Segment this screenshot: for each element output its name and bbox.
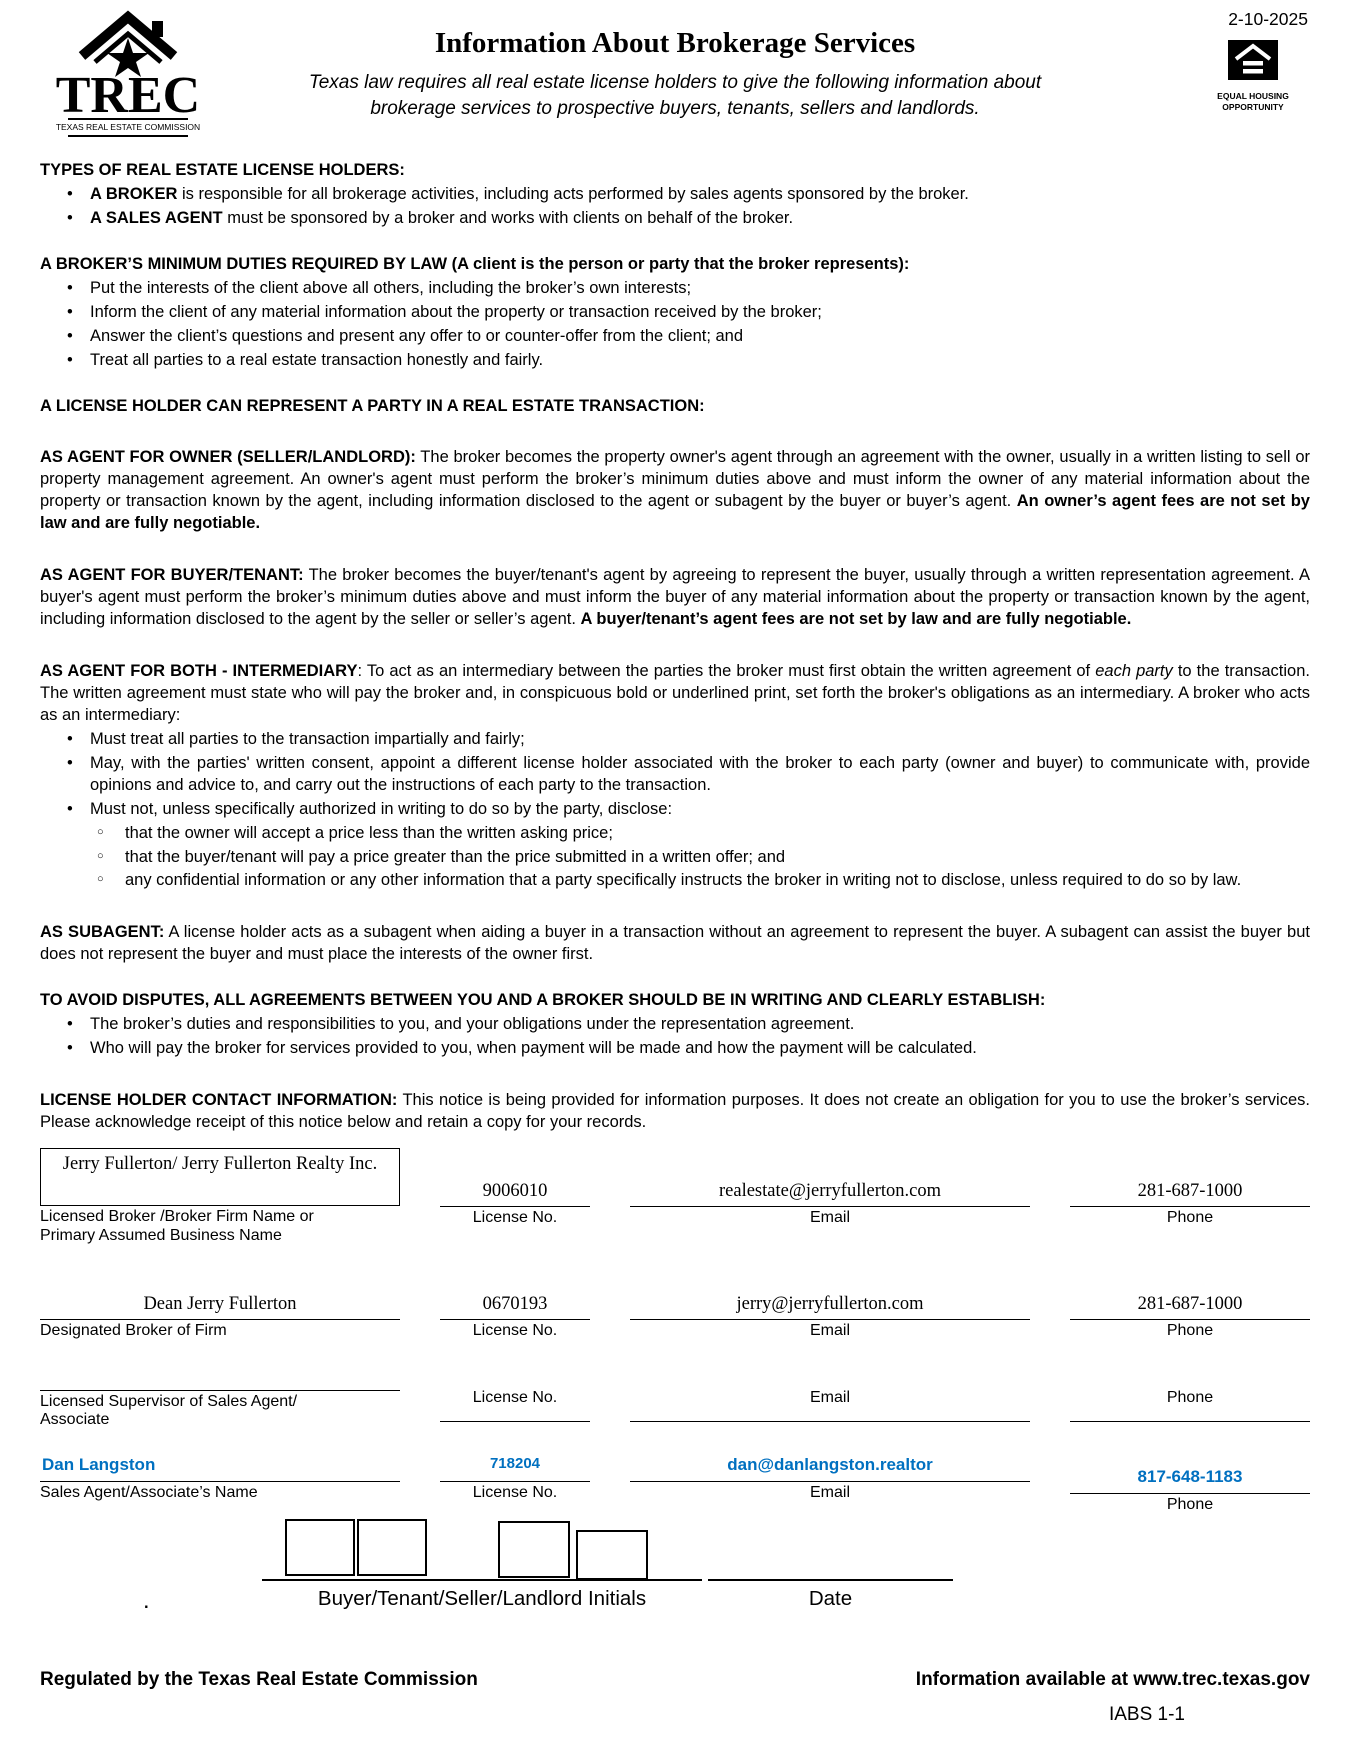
- designated-license-field[interactable]: 0670193: [440, 1292, 590, 1320]
- designated-broker-cell: [40, 1292, 400, 1341]
- initials-box-1[interactable]: [285, 1519, 355, 1576]
- sales-agent-cell: [40, 1454, 400, 1503]
- paragraph-subagent: [40, 922, 1310, 966]
- email-label: Email: [809, 1484, 850, 1502]
- sales-agent-label: Sales Agent/Associate’s Name: [40, 1484, 258, 1502]
- duties-list: [40, 278, 1310, 372]
- initials-box-4[interactable]: [576, 1530, 648, 1580]
- list-item: [40, 184, 1310, 206]
- paragraph-contact-info: [40, 1090, 1310, 1134]
- trec-logo: [48, 8, 208, 147]
- license-label: License No.: [472, 1208, 558, 1226]
- supervisor-license-cell: [440, 1387, 590, 1423]
- form-id: IABS 1-1: [1108, 1704, 1185, 1726]
- equal-housing-caption-line1: EQUAL HOUSING: [1217, 90, 1289, 101]
- phone-label: Phone: [1166, 1321, 1214, 1339]
- section-disputes: [40, 990, 1310, 1060]
- email-label: Email: [809, 1388, 850, 1406]
- trec-acronym: TREC: [55, 67, 201, 124]
- sub-list-item: ○ any confidential information or any other information that a party specifically instructs the broker in writing not to disclose, unless required to do so by law.: [40, 870, 1310, 892]
- list-item: • Answer the client’s questions and present any offer to or counter-offer from the client; and: [40, 326, 1310, 348]
- sales-agent-phone-field[interactable]: 817-648-1183: [1070, 1466, 1310, 1494]
- sales-agent-phone-cell: [1070, 1466, 1310, 1515]
- broker-email-cell: [630, 1148, 1030, 1228]
- license-label: License No.: [472, 1484, 558, 1502]
- list-item: • Inform the client of any material information about the property or transaction received by the broker;: [40, 302, 1310, 324]
- supervisor-license-field[interactable]: [440, 1420, 590, 1422]
- designated-phone-field[interactable]: 281-687-1000: [1070, 1292, 1310, 1320]
- license-label: License No.: [472, 1321, 558, 1339]
- section-lead: AS SUBAGENT:: [40, 923, 165, 942]
- supervisor-cell: [40, 1387, 400, 1431]
- broker-firm-name-field[interactable]: [40, 1148, 400, 1206]
- list-item: • May, with the parties' written consent, appoint a different license holder associated with the broker to each party (owner and buyer) to communicate with, provide opinions and advice to, and carry out the instructions of each party to the transaction.: [40, 753, 1310, 797]
- section-body: to the transaction. The written agreement must state who will pay the broker and, in conspicuous bold or underlined print, set forth the broker's obligations as an intermediary. A broker who acts as an intermediary:: [40, 662, 1310, 724]
- list-item: • The broker’s duties and responsibilities to you, and your obligations under the representation agreement.: [40, 1014, 1310, 1036]
- supervisor-row: [40, 1387, 1310, 1431]
- section-body: A license holder acts as a subagent when aiding a buyer in a transaction without an agreement to represent the buyer. A subagent can assist the buyer but does not represent the buyer and must place the interests of the owner first.: [40, 923, 1310, 964]
- broker-firm-cell: [40, 1148, 400, 1246]
- initials-box-2[interactable]: [357, 1519, 427, 1576]
- designated-broker-row: [40, 1292, 1310, 1341]
- sub-list-item: ○ that the owner will accept a price less than the written asking price;: [40, 823, 1310, 845]
- paragraph-intermediary: [40, 661, 1310, 727]
- list-item: [40, 208, 1310, 230]
- date-label: Date: [808, 1587, 853, 1611]
- broker-license-cell: [440, 1148, 590, 1228]
- designated-email-cell: [630, 1292, 1030, 1341]
- intermediary-sublist: [40, 823, 1310, 893]
- phone-label: Phone: [1166, 1388, 1214, 1406]
- list-item: • Put the interests of the client above all others, including the broker’s own interests;: [40, 278, 1310, 300]
- designated-license-cell: [440, 1292, 590, 1341]
- acknowledgement-area: [40, 1519, 1310, 1633]
- term: A SALES AGENT: [90, 208, 223, 227]
- section-bold-end: A buyer/tenant’s agent fees are not set by law and are fully negotiable.: [580, 610, 1132, 629]
- document-footer: [40, 1667, 1310, 1692]
- broker-email-field[interactable]: realestate@jerryfullerton.com: [630, 1179, 1030, 1207]
- sales-agent-license-field[interactable]: 718204: [440, 1454, 590, 1482]
- designated-email-field[interactable]: jerry@jerryfullerton.com: [630, 1292, 1030, 1320]
- contact-form: [40, 1148, 1310, 1633]
- trec-caption: TEXAS REAL ESTATE COMMISSION: [55, 122, 201, 132]
- emphasized-phrase: each party: [1095, 662, 1173, 680]
- list-item: • Treat all parties to a real estate transaction honestly and fairly.: [40, 350, 1310, 372]
- supervisor-phone-cell: [1070, 1387, 1310, 1423]
- page-subtitle: Texas law requires all real estate license holders to give the following information about brokerage services to prospective buyers, tenants, sellers and landlords.: [308, 71, 1042, 120]
- email-label: Email: [809, 1208, 850, 1226]
- broker-firm-row: [40, 1148, 1310, 1246]
- paragraph-agent-buyer: [40, 565, 1310, 631]
- designated-phone-cell: [1070, 1292, 1310, 1341]
- section-lead: AS AGENT FOR BOTH - INTERMEDIARY: [40, 662, 358, 680]
- intermediary-list: [40, 729, 1310, 821]
- title-block: [230, 24, 1120, 123]
- broker-phone-cell: [1070, 1148, 1310, 1228]
- sales-agent-email-field[interactable]: dan@danlangston.realtor: [630, 1454, 1030, 1482]
- broker-phone-field[interactable]: 281-687-1000: [1070, 1179, 1310, 1207]
- supervisor-phone-field[interactable]: [1070, 1420, 1310, 1422]
- broker-license-field[interactable]: 9006010: [440, 1179, 590, 1207]
- equal-housing-caption-line2: OPPORTUNITY: [1222, 101, 1284, 112]
- types-list: [40, 184, 1310, 230]
- document-header: [40, 6, 1310, 146]
- sub-list-item: ○ that the buyer/tenant will pay a price greater than the price submitted in a written offer; and: [40, 847, 1310, 869]
- term-text: must be sponsored by a broker and works with clients on behalf of the broker.: [222, 208, 794, 227]
- section-body: : To act as an intermediary between the parties the broker must first obtain the written agreement of: [357, 662, 1096, 680]
- paragraph-agent-owner: [40, 447, 1310, 535]
- list-item: • Must treat all parties to the transaction impartially and fairly;: [40, 729, 1310, 751]
- supervisor-label: Licensed Supervisor of Sales Agent/ Associate: [40, 1392, 298, 1429]
- sales-agent-license-cell: [440, 1454, 590, 1503]
- designated-broker-label: Designated Broker of Firm: [40, 1321, 227, 1339]
- footer-right: Information available at www.trec.texas.gov: [915, 1669, 1310, 1691]
- section-body: The broker becomes the buyer/tenant's agent by agreeing to represent the buyer, usually through a written representation agreement. A buyer's agent must perform the broker’s minimum duties above and must inform the buyer of any material information about the property or transaction known by the agent, including information disclosed to the agent by the seller or seller’s agent.: [40, 566, 1310, 629]
- section-intermediary: [40, 661, 1310, 892]
- broker-firm-name-value: Jerry Fullerton/ Jerry Fullerton Realty Inc.: [62, 1153, 378, 1174]
- section-heading: A BROKER’S MINIMUM DUTIES REQUIRED BY LAW (A client is the person or party that the broker represents):: [40, 254, 910, 273]
- section-heading: TO AVOID DISPUTES, ALL AGREEMENTS BETWEEN YOU AND A BROKER SHOULD BE IN WRITING AND CLEARLY ESTABLISH:: [40, 991, 1046, 1010]
- broker-firm-name-label: Licensed Broker /Broker Firm Name or Primary Assumed Business Name: [40, 1207, 314, 1244]
- initials-box-3[interactable]: [498, 1521, 570, 1578]
- section-lead: AS AGENT FOR BUYER/TENANT:: [40, 566, 304, 585]
- list-item: • Must not, unless specifically authorized in writing to do so by the party, disclose:: [40, 799, 1310, 821]
- section-bold-end: An owner’s agent fees are not set by law and are fully negotiable.: [40, 492, 1310, 533]
- initials-label: Buyer/Tenant/Seller/Landlord Initials: [317, 1587, 647, 1611]
- license-label: License No.: [472, 1388, 558, 1406]
- phone-label: Phone: [1166, 1496, 1214, 1514]
- sales-agent-name-field[interactable]: Dan Langston: [40, 1454, 400, 1482]
- section-heading: TYPES OF REAL ESTATE LICENSE HOLDERS:: [40, 161, 405, 179]
- disputes-list: [40, 1014, 1310, 1060]
- page-title: Information About Brokerage Services: [434, 27, 916, 59]
- designated-broker-name-field[interactable]: Dean Jerry Fullerton: [40, 1292, 400, 1320]
- sales-agent-email-cell: [630, 1454, 1030, 1503]
- stray-mark: .: [144, 1594, 149, 1613]
- footer-left: Regulated by the Texas Real Estate Commission: [40, 1669, 478, 1691]
- section-body: The broker becomes the property owner's agent through an agreement with the owner, usually in a written listing to sell or property management agreement. An owner's agent must perform the broker’s minimum duties above and must inform the owner of any material information about the property or transaction known by the agent, including information disclosed to the agent or subagent by the buyer or buyer’s agent.: [40, 448, 1310, 511]
- section-lead: LICENSE HOLDER CONTACT INFORMATION:: [40, 1091, 398, 1110]
- equal-housing-icon: [1221, 40, 1285, 84]
- section-types: [40, 160, 1310, 230]
- section-heading: A LICENSE HOLDER CAN REPRESENT A PARTY IN A REAL ESTATE TRANSACTION:: [40, 396, 705, 415]
- email-label: Email: [809, 1321, 850, 1339]
- supervisor-email-cell: [630, 1387, 1030, 1423]
- trec-logo-graphic: [48, 8, 208, 140]
- date-line[interactable]: [708, 1579, 953, 1581]
- section-represent: [40, 396, 1310, 418]
- term: A BROKER: [90, 184, 178, 203]
- section-lead: AS AGENT FOR OWNER (SELLER/LANDLORD):: [40, 448, 416, 467]
- section-duties: [40, 254, 1310, 372]
- section-body: This notice is being provided for information purposes. It does not create an obligation for you to use the broker’s services. Please acknowledge receipt of this notice below and retain a copy for your records.: [40, 1091, 1310, 1131]
- sales-agent-row: [40, 1454, 1310, 1514]
- list-item: • Who will pay the broker for services provided to you, when payment will be made and how the payment will be calculated.: [40, 1038, 1310, 1060]
- equal-housing-logo: [1210, 40, 1296, 112]
- supervisor-email-field[interactable]: [630, 1420, 1030, 1422]
- issue-date: 2-10-2025: [1228, 9, 1308, 29]
- term-text: is responsible for all brokerage activities, including acts performed by sales agents sponsored by the broker.: [177, 184, 969, 203]
- phone-label: Phone: [1166, 1208, 1214, 1226]
- initials-line[interactable]: [262, 1579, 702, 1581]
